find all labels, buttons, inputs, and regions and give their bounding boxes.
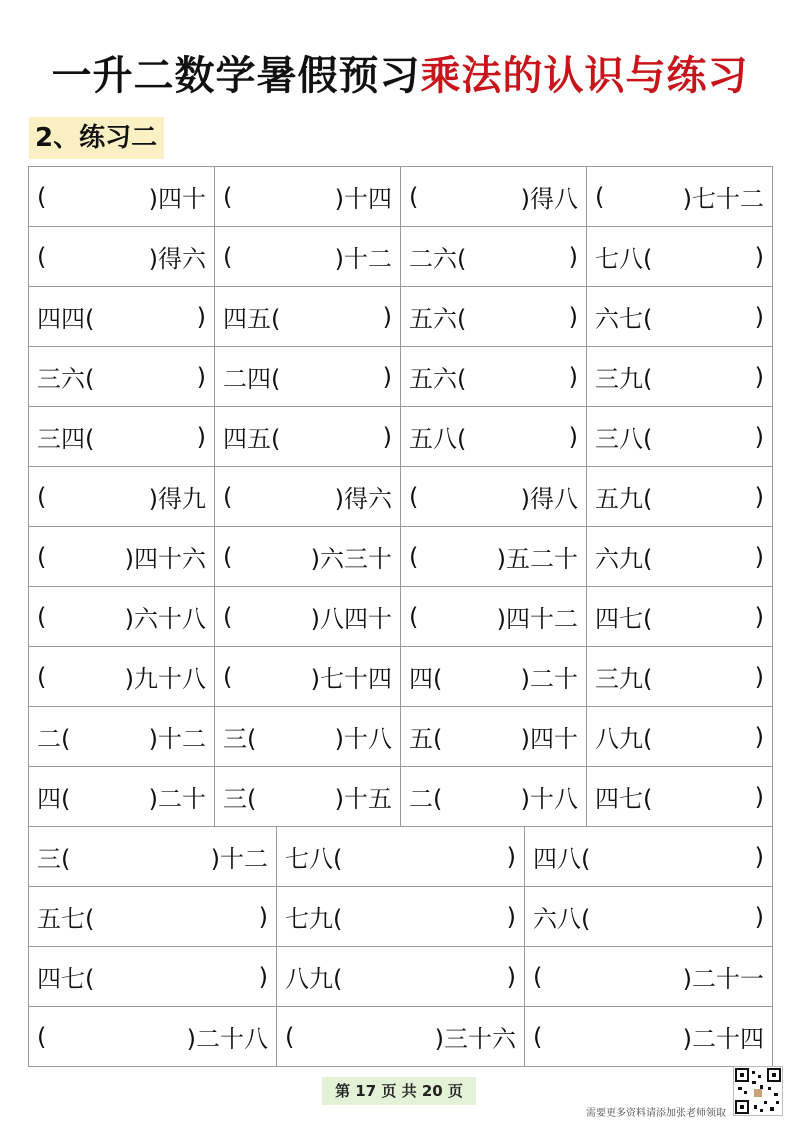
exercise-cell	[29, 707, 215, 767]
exercise-left-text: (	[37, 602, 47, 631]
exercise-cell	[401, 167, 587, 227]
exercise-right-text: )	[754, 902, 764, 931]
exercise-item	[587, 167, 772, 226]
grid-row	[29, 527, 773, 587]
exercise-left-text: 三八(	[595, 425, 653, 453]
exercise-cell	[215, 707, 401, 767]
exercise-left-text: 三九(	[595, 365, 653, 393]
exercise-item	[29, 887, 276, 946]
exercise-left-text: (	[37, 482, 47, 511]
exercise-left-text: 三九(	[595, 665, 653, 693]
exercise-cell	[29, 767, 215, 827]
exercise-cell	[277, 887, 525, 947]
exercise-cell	[29, 167, 215, 227]
exercise-cell	[215, 227, 401, 287]
exercise-right-text: )八四十	[310, 605, 392, 633]
exercise-left-text: (	[285, 1022, 295, 1051]
exercise-left-text: (	[409, 542, 419, 571]
exercise-cell	[277, 1007, 525, 1067]
exercise-right-text: )	[258, 902, 268, 931]
exercise-right-text: )	[754, 842, 764, 871]
qr-code-icon	[733, 1066, 783, 1116]
exercise-left-text: (	[533, 1022, 543, 1051]
exercise-left-text: 四(	[409, 665, 443, 693]
exercise-right-text: )四十	[148, 185, 206, 213]
grid-row	[29, 827, 773, 887]
exercise-right-text: )七十四	[310, 665, 392, 693]
exercise-left-text: 七九(	[285, 905, 343, 933]
exercise-cell	[29, 587, 215, 647]
exercise-item	[29, 947, 276, 1006]
grid-row	[29, 167, 773, 227]
exercise-left-text: (	[37, 1022, 47, 1051]
exercise-cell	[29, 347, 215, 407]
exercise-cell	[525, 887, 773, 947]
exercise-left-text: 六八(	[533, 905, 591, 933]
exercise-right-text: )得九	[148, 485, 206, 513]
exercise-left-text: 五(	[409, 725, 443, 753]
exercise-right-text: )	[754, 542, 764, 571]
exercise-right-text: )七十二	[682, 185, 764, 213]
exercise-left-text: 二六(	[409, 245, 467, 273]
exercise-cell	[401, 587, 587, 647]
exercise-cell	[587, 527, 773, 587]
exercise-right-text: )二十四	[682, 1025, 764, 1053]
exercise-item	[277, 1007, 524, 1066]
exercise-item	[587, 347, 772, 406]
exercise-left-text: 四四(	[37, 305, 95, 333]
exercise-cell	[29, 227, 215, 287]
exercise-right-text: )三十六	[434, 1025, 516, 1053]
exercise-item	[29, 407, 214, 466]
exercise-grid-3col	[28, 826, 773, 1067]
exercise-right-text: )	[382, 302, 392, 331]
exercise-item	[401, 167, 586, 226]
exercise-right-text: )	[506, 962, 516, 991]
exercise-cell	[277, 947, 525, 1007]
exercise-cell	[587, 407, 773, 467]
exercise-item	[29, 647, 214, 706]
grid-row	[29, 347, 773, 407]
exercise-left-text: 四七(	[595, 785, 653, 813]
exercise-right-text: )	[196, 362, 206, 391]
exercise-right-text: )十八	[520, 785, 578, 813]
exercise-cell	[29, 287, 215, 347]
exercise-left-text: (	[223, 542, 233, 571]
exercise-item	[401, 647, 586, 706]
exercise-left-text: 五六(	[409, 305, 467, 333]
exercise-item	[587, 227, 772, 286]
exercise-left-text: 三(	[223, 785, 257, 813]
exercise-item	[215, 587, 400, 646]
exercise-left-text: 六七(	[595, 305, 653, 333]
exercise-cell	[587, 287, 773, 347]
exercise-item	[525, 887, 772, 946]
exercise-item	[401, 227, 586, 286]
grid-row	[29, 767, 773, 827]
exercise-item	[401, 767, 586, 826]
exercise-item	[215, 287, 400, 346]
exercise-right-text: )	[382, 422, 392, 451]
exercise-cell	[215, 347, 401, 407]
exercise-item	[215, 467, 400, 526]
exercise-cell	[29, 1007, 277, 1067]
exercise-left-text: 六九(	[595, 545, 653, 573]
exercise-right-text: )	[754, 302, 764, 331]
exercise-cell	[401, 467, 587, 527]
exercise-right-text: )六十八	[124, 605, 206, 633]
exercise-cell	[29, 527, 215, 587]
footnote: 需要更多资料请添加张老师领取	[586, 1108, 726, 1119]
exercise-item	[401, 287, 586, 346]
exercise-right-text: )	[568, 362, 578, 391]
section-heading: 2、练习二	[29, 117, 164, 159]
exercise-right-text: )	[754, 722, 764, 751]
exercise-item	[29, 287, 214, 346]
exercise-left-text: 四五(	[223, 425, 281, 453]
exercise-left-text: (	[223, 662, 233, 691]
exercise-right-text: )十二	[334, 245, 392, 273]
exercise-cell	[29, 887, 277, 947]
exercise-cell	[401, 767, 587, 827]
exercise-cell	[401, 227, 587, 287]
exercise-right-text: )四十二	[496, 605, 578, 633]
exercise-cell	[587, 167, 773, 227]
exercise-item	[525, 827, 772, 886]
exercise-cell	[587, 707, 773, 767]
exercise-item	[401, 527, 586, 586]
exercise-right-text: )	[506, 842, 516, 871]
exercise-right-text: )四十六	[124, 545, 206, 573]
exercise-item	[587, 767, 772, 826]
exercise-item	[401, 707, 586, 766]
grid-row	[29, 287, 773, 347]
exercise-right-text: )四十	[520, 725, 578, 753]
grid-row	[29, 587, 773, 647]
exercise-cell	[215, 767, 401, 827]
exercise-item	[215, 407, 400, 466]
page-number: 第 17 页 共 20 页	[322, 1077, 476, 1105]
exercise-cell	[587, 467, 773, 527]
exercise-cell	[29, 947, 277, 1007]
exercise-left-text: 二(	[409, 785, 443, 813]
exercise-item	[29, 827, 276, 886]
exercise-item	[525, 947, 772, 1006]
exercise-right-text: )得八	[520, 485, 578, 513]
exercise-item	[215, 167, 400, 226]
exercise-cell	[587, 347, 773, 407]
exercise-right-text: )	[754, 362, 764, 391]
exercise-cell	[277, 827, 525, 887]
exercise-cell	[525, 1007, 773, 1067]
exercise-item	[29, 227, 214, 286]
exercise-item	[587, 587, 772, 646]
exercise-left-text: (	[223, 242, 233, 271]
exercise-cell	[215, 167, 401, 227]
exercise-right-text: )	[568, 242, 578, 271]
exercise-item	[525, 1007, 772, 1066]
exercise-left-text: (	[37, 182, 47, 211]
exercise-item	[29, 347, 214, 406]
exercise-left-text: 三四(	[37, 425, 95, 453]
exercise-left-text: (	[223, 602, 233, 631]
exercise-left-text: 五八(	[409, 425, 467, 453]
exercise-cell	[215, 287, 401, 347]
exercise-item	[587, 647, 772, 706]
exercise-item	[277, 827, 524, 886]
exercise-left-text: 四八(	[533, 845, 591, 873]
exercise-right-text: )	[754, 482, 764, 511]
grid-row	[29, 707, 773, 767]
exercise-right-text: )得八	[520, 185, 578, 213]
exercise-right-text: )	[568, 422, 578, 451]
exercise-cell	[29, 827, 277, 887]
exercise-right-text: )二十	[148, 785, 206, 813]
exercise-item	[29, 587, 214, 646]
exercise-cell	[215, 647, 401, 707]
exercise-left-text: 三(	[37, 845, 71, 873]
exercise-left-text: 二四(	[223, 365, 281, 393]
exercise-right-text: )	[382, 362, 392, 391]
exercise-item	[587, 527, 772, 586]
exercise-item	[587, 407, 772, 466]
exercise-left-text: (	[409, 602, 419, 631]
exercise-right-text: )九十八	[124, 665, 206, 693]
exercise-cell	[587, 767, 773, 827]
exercise-cell	[587, 587, 773, 647]
exercise-right-text: )	[754, 242, 764, 271]
exercise-left-text: (	[37, 242, 47, 271]
grid-row	[29, 947, 773, 1007]
exercise-item	[401, 347, 586, 406]
exercise-right-text: )十四	[334, 185, 392, 213]
exercise-left-text: 三六(	[37, 365, 95, 393]
grid-row	[29, 887, 773, 947]
exercise-item	[215, 707, 400, 766]
exercise-item	[215, 647, 400, 706]
exercise-item	[277, 947, 524, 1006]
exercise-cell	[587, 227, 773, 287]
exercise-left-text: 七八(	[595, 245, 653, 273]
exercise-item	[29, 467, 214, 526]
exercise-item	[215, 767, 400, 826]
grid-row	[29, 1007, 773, 1067]
grid-row	[29, 647, 773, 707]
title-black: 一升二数学暑假预习	[51, 53, 421, 99]
exercise-left-text: (	[37, 542, 47, 571]
title-red: 乘法的认识与练习	[420, 53, 749, 99]
exercise-right-text: )十二	[210, 845, 268, 873]
exercise-item	[29, 767, 214, 826]
grid-row	[29, 467, 773, 527]
exercise-cell	[525, 827, 773, 887]
grid-row	[29, 227, 773, 287]
exercise-right-text: )十二	[148, 725, 206, 753]
page-title	[0, 44, 800, 104]
exercise-right-text: )	[568, 302, 578, 331]
exercise-right-text: )二十	[520, 665, 578, 693]
exercise-left-text: 四七(	[37, 965, 95, 993]
exercise-item	[215, 527, 400, 586]
exercise-left-text: 五九(	[595, 485, 653, 513]
exercise-right-text: )六三十	[310, 545, 392, 573]
exercise-left-text: 五六(	[409, 365, 467, 393]
exercise-right-text: )二十八	[186, 1025, 268, 1053]
exercise-left-text: (	[533, 962, 543, 991]
exercise-left-text: (	[37, 662, 47, 691]
exercise-left-text: 二(	[37, 725, 71, 753]
exercise-left-text: 七八(	[285, 845, 343, 873]
exercise-left-text: (	[223, 482, 233, 511]
exercise-cell	[587, 647, 773, 707]
exercise-right-text: )	[754, 602, 764, 631]
exercise-cell	[401, 347, 587, 407]
exercise-right-text: )	[754, 782, 764, 811]
exercise-item	[277, 887, 524, 946]
exercise-right-text: )二十一	[682, 965, 764, 993]
exercise-left-text: 三(	[223, 725, 257, 753]
exercise-right-text: )得六	[148, 245, 206, 273]
exercise-item	[29, 707, 214, 766]
exercise-left-text: (	[223, 182, 233, 211]
exercise-item	[215, 347, 400, 406]
exercise-left-text: 四七(	[595, 605, 653, 633]
exercise-cell	[401, 407, 587, 467]
exercise-item	[401, 467, 586, 526]
exercise-cell	[401, 287, 587, 347]
exercise-grid-4col	[28, 166, 773, 827]
exercise-cell	[29, 467, 215, 527]
exercise-item	[401, 407, 586, 466]
exercise-right-text: )	[196, 302, 206, 331]
exercise-cell	[401, 647, 587, 707]
exercise-right-text: )十五	[334, 785, 392, 813]
exercise-right-text: )	[754, 422, 764, 451]
exercise-item	[587, 467, 772, 526]
exercise-item	[215, 227, 400, 286]
exercise-cell	[215, 407, 401, 467]
exercise-item	[29, 1007, 276, 1066]
exercise-item	[29, 167, 214, 226]
exercise-cell	[215, 587, 401, 647]
exercise-left-text: 四五(	[223, 305, 281, 333]
exercise-left-text: 五七(	[37, 905, 95, 933]
exercise-left-text: 八九(	[285, 965, 343, 993]
exercise-left-text: (	[595, 182, 605, 211]
grid-row	[29, 407, 773, 467]
exercise-right-text: )得六	[334, 485, 392, 513]
exercise-right-text: )	[196, 422, 206, 451]
exercise-cell	[215, 467, 401, 527]
exercise-left-text: (	[409, 182, 419, 211]
exercise-right-text: )五二十	[496, 545, 578, 573]
exercise-right-text: )十八	[334, 725, 392, 753]
exercise-cell	[401, 707, 587, 767]
exercise-item	[587, 707, 772, 766]
exercise-item	[587, 287, 772, 346]
exercise-cell	[525, 947, 773, 1007]
exercise-item	[401, 587, 586, 646]
exercise-cell	[29, 647, 215, 707]
exercise-cell	[29, 407, 215, 467]
exercise-right-text: )	[754, 662, 764, 691]
exercise-left-text: (	[409, 482, 419, 511]
exercise-cell	[401, 527, 587, 587]
exercise-item	[29, 527, 214, 586]
exercise-right-text: )	[258, 962, 268, 991]
exercise-left-text: 八九(	[595, 725, 653, 753]
exercise-right-text: )	[506, 902, 516, 931]
exercise-cell	[215, 527, 401, 587]
exercise-left-text: 四(	[37, 785, 71, 813]
